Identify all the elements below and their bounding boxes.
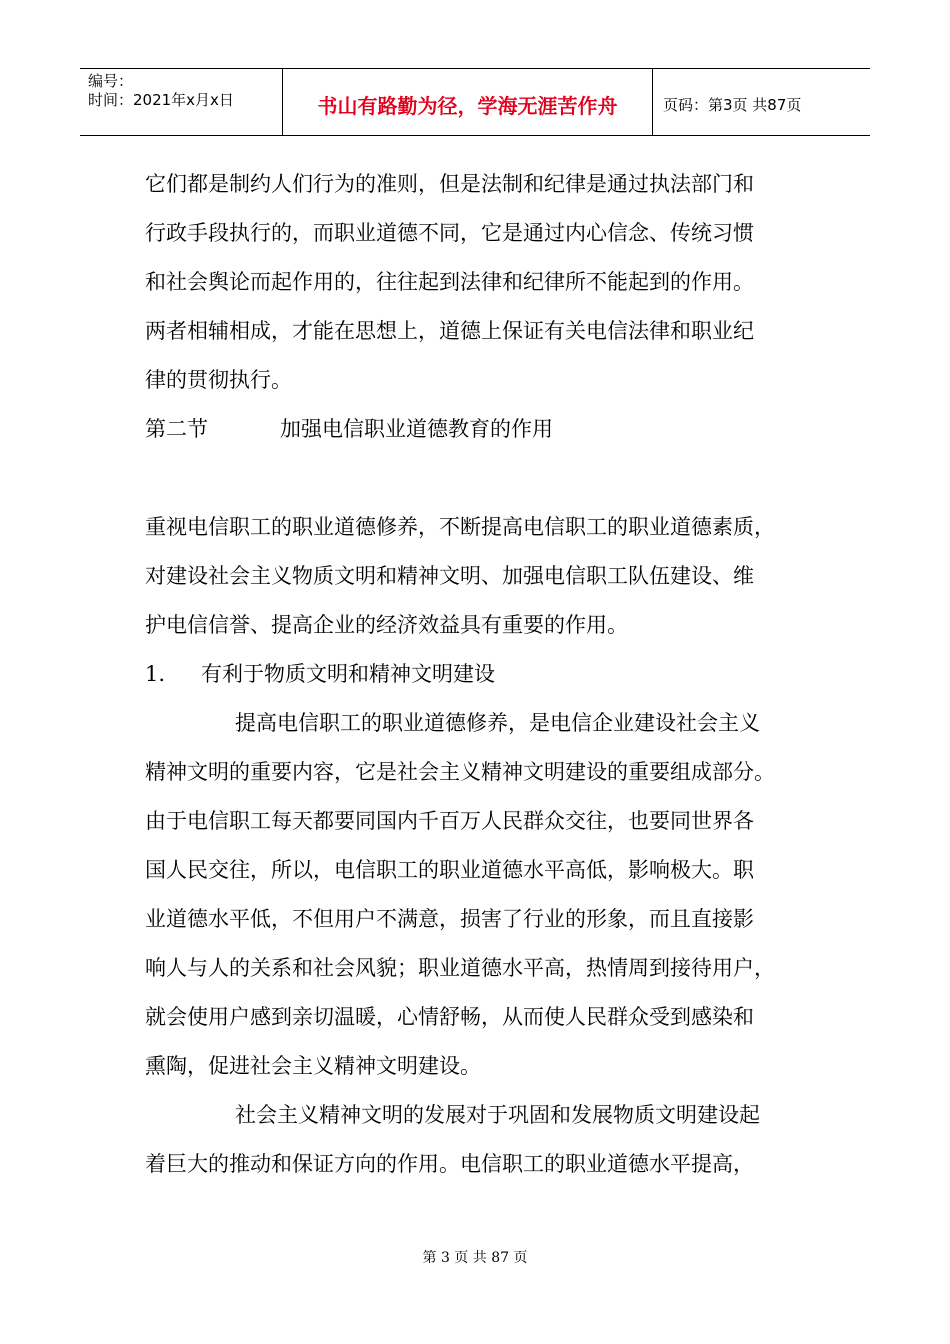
intro-line: 重视电信职工的职业道德修养，不断提高电信职工的职业道德素质， [145,515,775,539]
header-motto: 书山有路勤为径，学海无涯苦作舟 [283,69,653,135]
item-heading [145,650,815,699]
section-title: 加强电信职业道德教育的作用 [280,417,553,441]
number-label: 编号： [88,72,134,90]
body-line: 行政手段执行的，而职业道德不同，它是通过内心信念、传统习惯 [145,221,754,245]
page-footer: 第 3 页 共 87 页 [422,1250,528,1266]
paragraph-line: 熏陶，促进社会主义精神文明建设。 [145,1054,481,1078]
item-title: 有利于物质文明和精神文明建设 [201,662,495,686]
body-line: 两者相辅相成，才能在思想上，道德上保证有关电信法律和职业纪 [145,319,754,343]
header-page-info: 页码：第3页 共87页 [663,95,802,114]
paragraph-line: 由于电信职工每天都要同国内千百万人民群众交往，也要同世界各 [145,809,754,833]
paragraph-line: 就会使用户感到亲切温暖，心情舒畅，从而使人民群众受到感染和 [145,1005,754,1029]
body-line: 律的贯彻执行。 [145,368,292,392]
paragraph-line: 着巨大的推动和保证方向的作用。电信职工的职业道德水平提高， [145,1152,754,1176]
page-header [80,68,870,136]
paragraph-line: 提高电信职工的职业道德修养，是电信企业建设社会主义 [235,711,760,735]
paragraph-line: 精神文明的重要内容，它是社会主义精神文明建设的重要组成部分。 [145,760,775,784]
body-line: 和社会舆论而起作用的，往往起到法律和纪律所不能起到的作用。 [145,270,754,294]
intro-line: 对建设社会主义物质文明和精神文明、加强电信职工队伍建设、维 [145,564,754,588]
blank-line [145,454,815,503]
paragraph-line: 社会主义精神文明的发展对于巩固和发展物质文明建设起 [235,1103,760,1127]
paragraph-line: 响人与人的关系和社会风貌；职业道德水平高，热情周到接待用户， [145,956,775,980]
paragraph-line: 业道德水平低，不但用户不满意，损害了行业的形象，而且直接影 [145,907,754,931]
section-number: 第二节 [145,417,208,441]
section-heading [145,405,815,454]
item-number: 1. [145,662,166,686]
body-line: 它们都是制约人们行为的准则，但是法制和纪律是通过执法部门和 [145,172,754,196]
header-meta [80,69,283,135]
intro-line: 护电信信誉、提高企业的经济效益具有重要的作用。 [145,613,628,637]
paragraph-line: 国人民交往，所以，电信职工的职业道德水平高低，影响极大。职 [145,858,754,882]
date-label: 时间：2021年x月x日 [88,91,234,109]
document-body [145,160,815,1189]
